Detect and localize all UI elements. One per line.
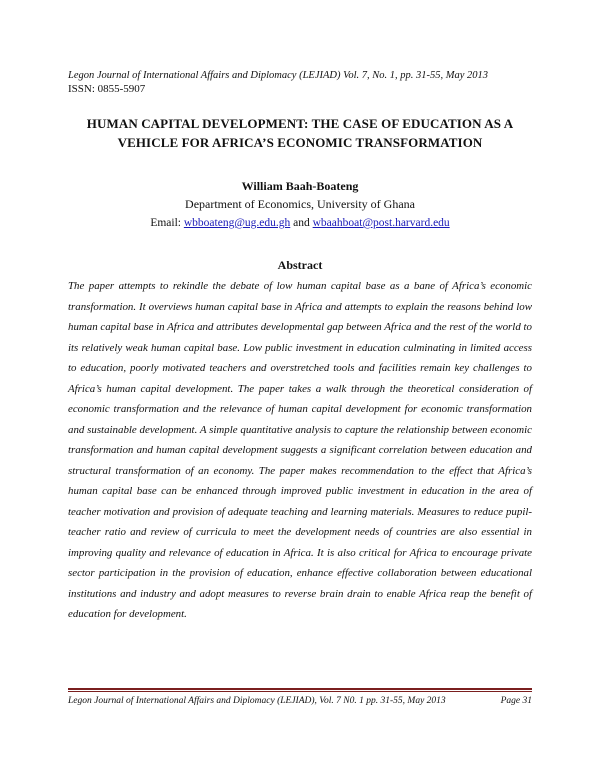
abstract-heading: Abstract [277,258,323,272]
footer-rule-thin [68,691,532,692]
footer-rule [68,688,532,690]
journal-header: Legon Journal of International Affairs and Diplomacy (LEJIAD) Vol. 7, No. 1, pp. 31-55, May 2013 [68,70,489,81]
abstract-text: The paper attempts to rekindle the debate of low human capital base as a bane of Africa’s economic transformation. It overviews human capital base in Africa and attempts to explain the reasons behind low human capital base in Africa and attributes developmental gap between Africa and the rest of the world to its relatively weak human capital base. Low public investment in education culminating in limited access to education, poorly motivated teachers and overstretched tools and facilities remain key challenges to Africa’s human capital development. The paper takes a walk through the theoretical consideration of economic transformation and the relevance of human capital development for economic transformation and sustainable development. A simple quantitative analysis to capture the relationship between economic transformation and human capital development suggests a significant correlation between education and structural transformation of an economy. The paper makes recommendation to the effect that Africa’s human capital base can be enhanced through improved public investment in education in the area of teacher motivation and provision of adequate teaching and learning materials. Measures to reduce pupil-teacher ratio and review of curricula to meet the development needs of countries are also essential in improving quality and relevance of education in Africa. It is also critical for Africa to encourage private sector participation in the provision of education, enhance effective collaboration between educational institutions and industry and adopt measures to reverse brain drain to enable Africa reap the benefit of education for development. [68,280,532,620]
title-line-1: HUMAN CAPITAL DEVELOPMENT: THE CASE OF EDUCATION AS A [86,116,514,131]
author-email [0,217,600,229]
email-link-1[interactable]: wbboateng@ug.edu.gh [183,217,291,229]
page-number: Page 31 [500,696,532,706]
footer-journal: Legon Journal of International Affairs and Diplomacy (LEJIAD), Vol. 7 N0. 1 pp. 31-55, May 2013 [68,696,446,706]
author-name: William Baah-Boateng [241,179,359,193]
email-and: and [290,217,313,229]
email-label: Email: [150,217,184,229]
author-affiliation: Department of Economics, University of Ghana [185,197,415,211]
page-footer [68,696,532,706]
paper-title [60,114,540,152]
title-line-2: VEHICLE FOR AFRICA’S ECONOMIC TRANSFORMATION [117,135,483,150]
email-link-2[interactable]: wbaahboat@post.harvard.edu [312,217,450,229]
issn: ISSN: 0855-5907 [68,83,146,95]
